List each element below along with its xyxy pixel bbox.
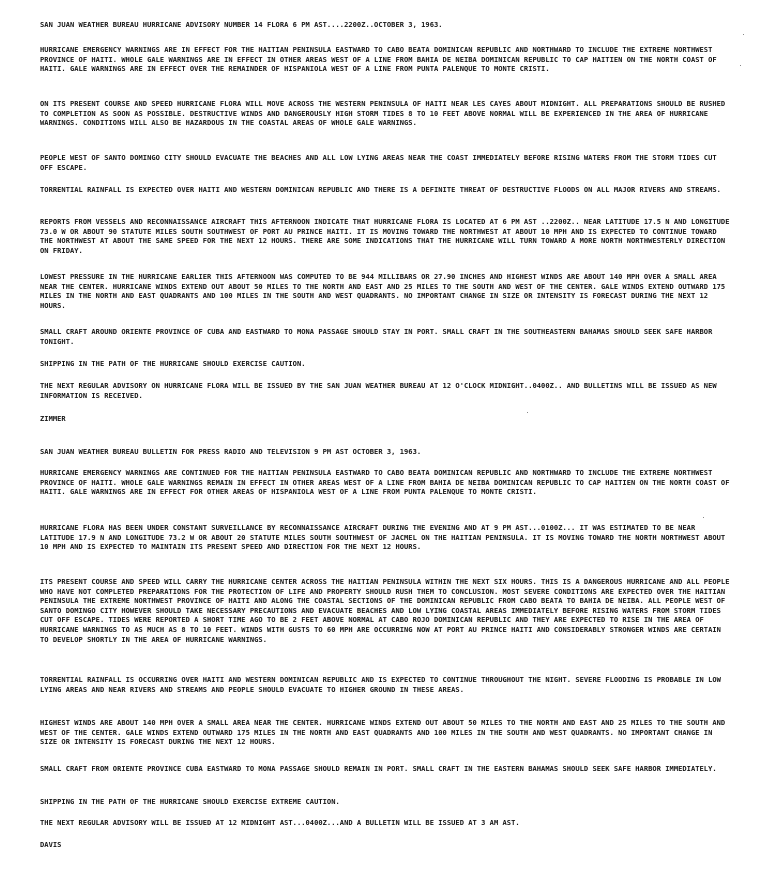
bulletin-heading: SAN JUAN WEATHER BUREAU BULLETIN FOR PRESS RADIO AND TELEVISION 9 PM AST OCTOBER 3, 1963.	[40, 447, 422, 456]
advisory-paragraph: ON ITS PRESENT COURSE AND SPEED HURRICANE FLORA WILL MOVE ACROSS THE WESTERN PENINSULA OF HAITI NEAR LES CAYES ABOUT MIDNIGHT. ALL PREPARATIONS SHOULD BE RUSHED TO COMPLETION AS SOON AS POSSIBLE. DESTRUCTIVE WINDS AND DANGEROUSLY HIGH STORM TIDES 8 TO 10 FEET ABOVE NORMAL WILL BE EXPERIENCED IN THE AREA OF HURRICANE WARNINGS. CONDITIONS WILL ALSO BE HAZARDOUS IN THE COASTAL AREAS OF WHOLE GALE WARNINGS.	[40, 99, 726, 128]
advisory-signature: ZIMMER	[40, 414, 66, 423]
bulletin-paragraph: ITS PRESENT COURSE AND SPEED WILL CARRY THE HURRICANE CENTER ACROSS THE HAITIAN PENINSULA WITHIN THE NEXT SIX HOURS. THIS IS A DANGEROUS HURRICANE AND ALL PEOPLE WHO HAVE NOT COMPLETED PREPARATIONS FOR THE PROTECTION OF LIFE AND PROPERTY SHOULD RUSH THEM TO CONCLUSION. MOST SEVERE CONDITIONS ARE EXPECTED OVER THE HAITIAN PENINSULA THE EXTREME NORTHWEST PROVINCE OF HAITI AND ALONG THE COASTAL SECTIONS OF THE DOMINICAN REPUBLIC FROM CABO BEATA TO BAHIA DE NEIBA. ALL PEOPLE WEST OF SANTO DOMINGO CITY HOWEVER SHOULD TAKE NECESSARY PRECAUTIONS AND EVACUATE BEACHES AND LOW LYING COASTAL AREAS IMMEDIATELY BEFORE RISING WATERS FROM STORM TIDES CUT OFF ESCAPE. TIDES WERE REPORTED A SHORT TIME AGO TO BE 2 FEET ABOVE NORMAL AT CABO ROJO DOMINICAN REPUBLIC AND THEY ARE EXPECTED TO RISE IN THE AREA OF HURRICANE WARNINGS TO AS MUCH AS 8 TO 10 FEET. WINDS WITH GUSTS TO 60 MPH ARE OCCURRING NOW AT PORT AU PRINCE HAITI AND CONSIDERABLY STRONGER WINDS ARE CERTAIN TO DEVELOP SHORTLY IN THE AREA OF HURRICANE WARNINGS.	[40, 577, 730, 644]
scan-speck	[740, 65, 741, 66]
scan-speck	[527, 412, 528, 413]
advisory-paragraph: TORRENTIAL RAINFALL IS EXPECTED OVER HAITI AND WESTERN DOMINICAN REPUBLIC AND THERE IS A DEFINITE THREAT OF DESTRUCTIVE FLOODS ON ALL MAJOR RIVERS AND STREAMS.	[40, 185, 721, 194]
advisory-paragraph: SHIPPING IN THE PATH OF THE HURRICANE SHOULD EXERCISE CAUTION.	[40, 359, 306, 368]
advisory-paragraph: THE NEXT REGULAR ADVISORY ON HURRICANE FLORA WILL BE ISSUED BY THE SAN JUAN WEATHER BUREAU AT 12 O'CLOCK MIDNIGHT..0400Z.. AND BULLETINS WILL BE ISSUED AS NEW INFORMATION IS RECEIVED.	[40, 381, 717, 400]
bulletin-paragraph: SMALL CRAFT FROM ORIENTE PROVINCE CUBA EASTWARD TO MONA PASSAGE SHOULD REMAIN IN PORT. SMALL CRAFT IN THE EASTERN BAHAMAS SHOULD SEEK SAFE HARBOR IMMEDIATELY.	[40, 764, 717, 773]
advisory-paragraph: PEOPLE WEST OF SANTO DOMINGO CITY SHOULD EVACUATE THE BEACHES AND ALL LOW LYING AREAS NEAR THE COAST IMMEDIATELY BEFORE RISING WATERS FROM THE STORM TIDES CUT OFF ESCAPE.	[40, 153, 717, 172]
advisory-paragraph: LOWEST PRESSURE IN THE HURRICANE EARLIER THIS AFTERNOON WAS COMPUTED TO BE 944 MILLIBARS OR 27.90 INCHES AND HIGHEST WINDS ARE ABOUT 140 MPH OVER A SMALL AREA NEAR THE CENTER. HURRICANE WINDS EXTEND OUT ABOUT 50 MILES TO THE NORTH AND EAST AND 25 MILES TO THE SOUTH AND WEST OF THE CENTER. GALE WINDS EXTEND OUTWARD 175 MILES IN THE NORTH AND EAST QUADRANTS AND 100 MILES IN THE SOUTH AND WEST QUADRANTS. NO IMPORTANT CHANGE IN SIZE OR INTENSITY IS FORECAST DURING THE NEXT 12 HOURS.	[40, 272, 726, 310]
bulletin-paragraph: TORRENTIAL RAINFALL IS OCCURRING OVER HAITI AND WESTERN DOMINICAN REPUBLIC AND IS EXPECTED TO CONTINUE THROUGHOUT THE NIGHT. SEVERE FLOODING IS PROBABLE IN LOW LYING AREAS AND NEAR RIVERS AND STREAMS AND PEOPLE SHOULD EVACUATE TO HIGHER GROUND IN THESE AREAS.	[40, 675, 721, 694]
scan-speck	[703, 517, 704, 518]
bulletin-signature: DAVIS	[40, 840, 62, 849]
bulletin-paragraph: HURRICANE FLORA HAS BEEN UNDER CONSTANT SURVEILLANCE BY RECONNAISSANCE AIRCRAFT DURING THE EVENING AND AT 9 PM AST...0100Z... IT WAS ESTIMATED TO BE NEAR LATITUDE 17.9 N AND LONGITUDE 73.2 W OR ABOUT 20 STATUTE MILES SOUTH SOUTHWEST OF JACMEL ON THE HAITIAN PENINSULA. IT IS MOVING TOWARD THE NORTH NORTHWEST ABOUT 10 MPH AND IS EXPECTED TO MAINTAIN ITS PRESENT SPEED AND DIRECTION FOR THE NEXT 12 HOURS.	[40, 523, 726, 552]
bulletin-paragraph: HURRICANE EMERGENCY WARNINGS ARE CONTINUED FOR THE HAITIAN PENINSULA EASTWARD TO CABO BEATA DOMINICAN REPUBLIC AND NORTHWARD TO INCLUDE THE EXTREME NORTHWEST PROVINCE OF HAITI. WHOLE GALE WARNINGS REMAIN IN EFFECT IN OTHER AREAS WEST OF A LINE FROM BAHIA DE NEIBA DOMINICAN REPUBLIC TO CAP HAITIEN ON THE NORTH COAST OF HAITI. GALE WARNINGS ARE IN EFFECT FOR OTHER AREAS OF HISPANIOLA WEST OF A LINE FROM PUNTA PALENQUE TO MONTE CRISTI.	[40, 468, 730, 497]
advisory-heading: SAN JUAN WEATHER BUREAU HURRICANE ADVISORY NUMBER 14 FLORA 6 PM AST....2200Z..OCTOBER 3, 1963.	[40, 20, 443, 29]
bulletin-paragraph: SHIPPING IN THE PATH OF THE HURRICANE SHOULD EXERCISE EXTREME CAUTION.	[40, 797, 340, 806]
advisory-paragraph: SMALL CRAFT AROUND ORIENTE PROVINCE OF CUBA AND EASTWARD TO MONA PASSAGE SHOULD STAY IN PORT. SMALL CRAFT IN THE SOUTHEASTERN BAHAMAS SHOULD SEEK SAFE HARBOR TONIGHT.	[40, 327, 713, 346]
scan-speck	[743, 34, 744, 35]
advisory-paragraph: REPORTS FROM VESSELS AND RECONNAISSANCE AIRCRAFT THIS AFTERNOON INDICATE THAT HURRICANE FLORA IS LOCATED AT 6 PM AST ..2200Z.. NEAR LATITUDE 17.5 N AND LONGITUDE 73.0 W OR ABOUT 90 STATUTE MILES SOUTH SOUTHWEST OF PORT AU PRINCE HAITI. IT IS MOVING TOWARD THE NORTHWEST AT ABOUT 10 MPH AND IS EXPECTED TO CONTINUE TOWARD THE NORTHWEST AT ABOUT THE SAME SPEED FOR THE NEXT 12 HOURS. THERE ARE SOME INDICATIONS THAT THE HURRICANE WILL TURN TOWARD A MORE NORTH NORTHWESTERLY DIRECTION ON FRIDAY.	[40, 217, 730, 255]
bulletin-paragraph: HIGHEST WINDS ARE ABOUT 140 MPH OVER A SMALL AREA NEAR THE CENTER. HURRICANE WINDS EXTEND OUT ABOUT 50 MILES TO THE NORTH AND EAST AND 25 MILES TO THE SOUTH AND WEST OF THE CENTER. GALE WINDS EXTEND OUTWARD 175 MILES IN THE NORTH AND EAST QUADRANTS AND 100 MILES IN THE SOUTH AND WEST QUADRANTS. NO IMPORTANT CHANGE IN SIZE OR INTENSITY IS FORECAST DURING THE NEXT 12 HOURS.	[40, 718, 726, 747]
advisory-paragraph: HURRICANE EMERGENCY WARNINGS ARE IN EFFECT FOR THE HAITIAN PENINSULA EASTWARD TO CABO BEATA DOMINICAN REPUBLIC AND NORTHWARD TO INCLUDE THE EXTREME NORTHWEST PROVINCE OF HAITI. WHOLE GALE WARNINGS ARE IN EFFECT IN OTHER AREAS WEST OF A LINE FROM BAHIA DE NEIBA DOMINICAN REPUBLIC TO CAP HAITIEN ON THE NORTH COAST OF HAITI. GALE WARNINGS ARE IN EFFECT OVER THE REMAINDER OF HISPANIOLA WEST OF A LINE FROM PUNTA PALENQUE TO MONTE CRISTI.	[40, 45, 717, 74]
bulletin-paragraph: THE NEXT REGULAR ADVISORY WILL BE ISSUED AT 12 MIDNIGHT AST...0400Z...AND A BULLETIN WILL BE ISSUED AT 3 AM AST.	[40, 818, 520, 827]
